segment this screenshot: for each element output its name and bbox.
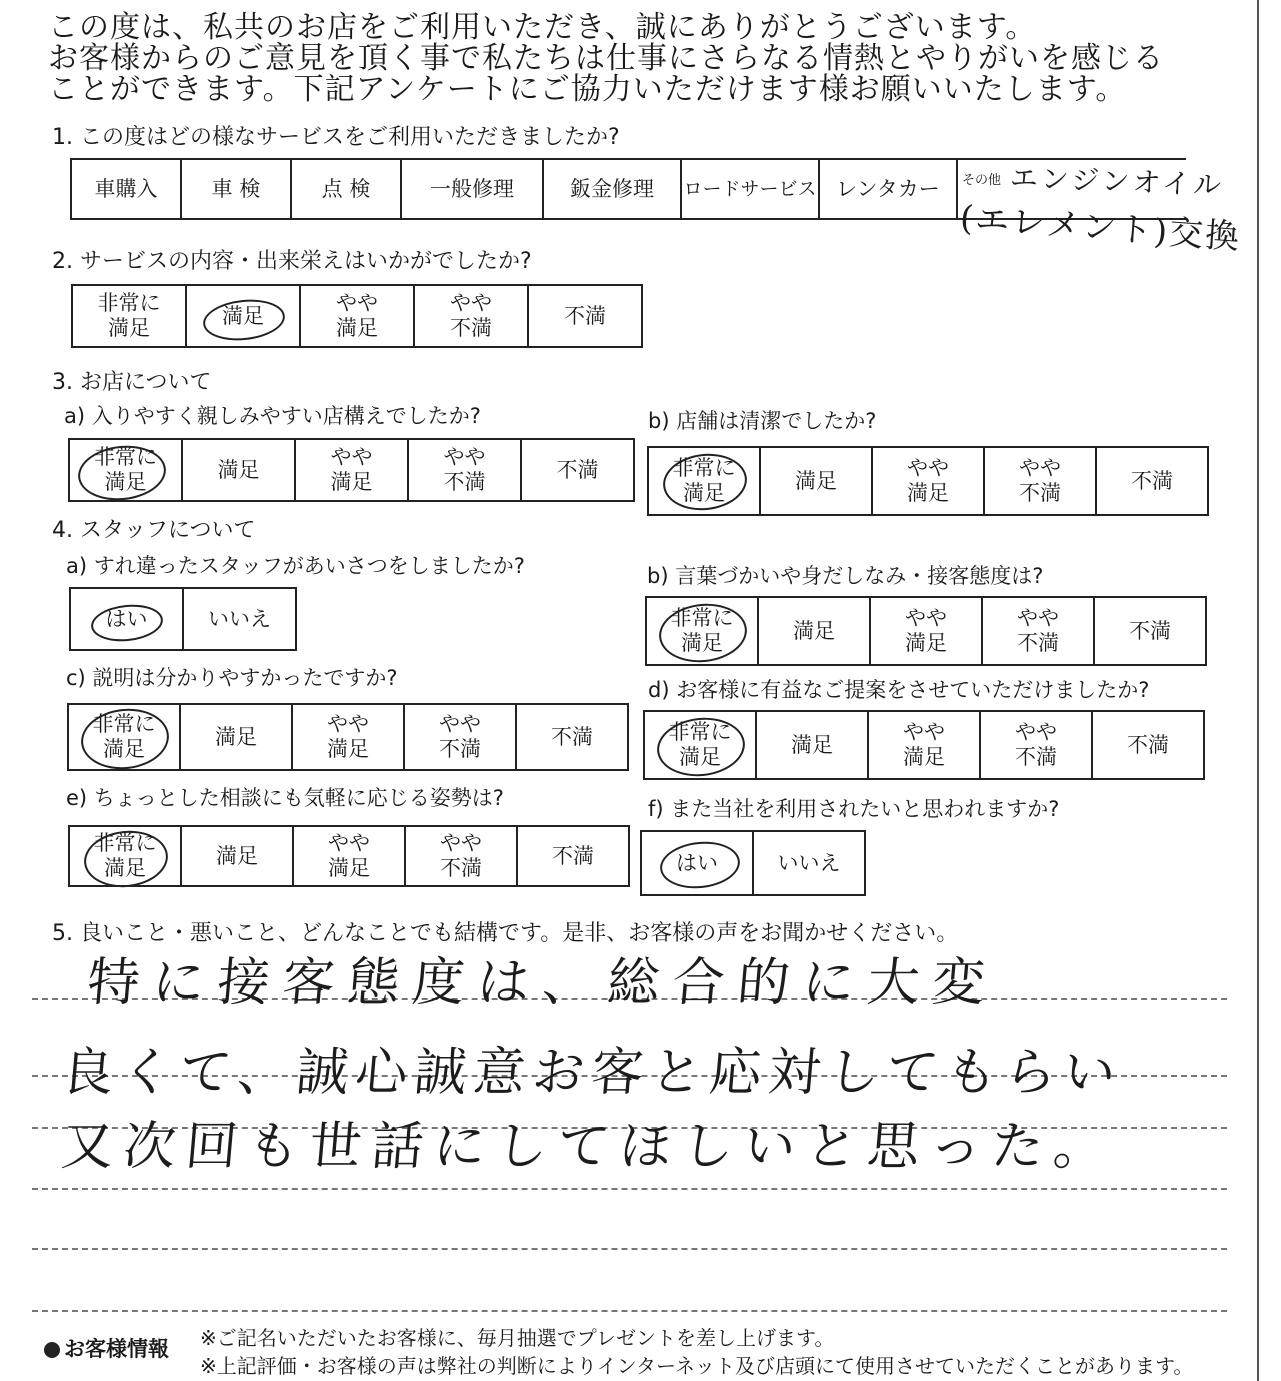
- q2-title: 2. サービスの内容・出来栄えはいかがでしたか?: [52, 249, 532, 274]
- q4b-option-dissatisfied[interactable]: 不満: [1094, 597, 1206, 665]
- q4a-options: [69, 587, 297, 651]
- q1-option-general-repair[interactable]: 一般修理: [401, 159, 543, 219]
- q3b-option-somewhat-dissatisfied[interactable]: やや 不満: [984, 447, 1096, 515]
- answer-line-5: [32, 1248, 1227, 1250]
- scan-edge-line: [1257, 0, 1259, 1381]
- q4c-label: c) 説明は分かりやすかったですか?: [66, 666, 398, 690]
- q4b-option-satisfied[interactable]: 満足: [758, 597, 870, 665]
- q1-other-label: その他: [962, 173, 1002, 188]
- q1-option-body-repair[interactable]: 鈑金修理: [543, 159, 681, 219]
- q3a-option-somewhat-dissatisfied[interactable]: やや 不満: [408, 439, 521, 501]
- q4d-option-somewhat-dissatisfied[interactable]: やや 不満: [980, 711, 1092, 779]
- q2-option-somewhat-dissatisfied[interactable]: やや 不満: [414, 285, 528, 347]
- q4d-label: d) お客様に有益なご提案をさせていただけましたか?: [648, 678, 1150, 702]
- q4b-options: [645, 596, 1207, 666]
- intro-line-1: この度は、私共のお店をご利用いただき、誠にありがとうございます。: [48, 10, 1037, 45]
- q4c-options: [67, 703, 629, 771]
- q4e-option-very-satisfied[interactable]: 非常に 満足: [69, 826, 181, 886]
- intro-line-2: お客様からのご意見を頂く事で私たちは仕事にさらなる情熱とやりがいを感じる: [48, 41, 1164, 76]
- q4a-label: a) すれ違ったスタッフがあいさつをしましたか?: [66, 554, 525, 578]
- q3-title: 3. お店について: [52, 370, 212, 395]
- q3b-option-dissatisfied[interactable]: 不満: [1096, 447, 1208, 515]
- q3b-label: b) 店舗は清潔でしたか?: [648, 409, 877, 433]
- q4e-option-dissatisfied[interactable]: 不満: [517, 826, 629, 886]
- q1-option-rental-car[interactable]: レンタカー: [819, 159, 957, 219]
- q4c-option-somewhat-satisfied[interactable]: やや 満足: [292, 704, 404, 770]
- q2-option-dissatisfied[interactable]: 不満: [528, 285, 642, 347]
- q4b-option-very-satisfied[interactable]: 非常に 満足: [646, 597, 758, 665]
- q4a-option-no[interactable]: いいえ: [183, 588, 296, 650]
- bullet-dot-icon: [44, 1342, 60, 1358]
- answer-line-4: [32, 1188, 1227, 1190]
- q4d-option-dissatisfied[interactable]: 不満: [1092, 711, 1204, 779]
- footer-note-1: ※ご記名いただいたお客様に、毎月抽選でプレゼントを差し上げます。: [200, 1326, 835, 1350]
- q1-title: 1. この度はどの様なサービスをご利用いただきましたか?: [52, 125, 620, 150]
- q4-title: 4. スタッフについて: [52, 518, 256, 543]
- q3b-option-somewhat-satisfied[interactable]: やや 満足: [872, 447, 984, 515]
- q4d-option-satisfied[interactable]: 満足: [756, 711, 868, 779]
- intro-text: [48, 12, 1248, 105]
- q4e-option-somewhat-satisfied[interactable]: やや 満足: [293, 826, 405, 886]
- q4e-label: e) ちょっとした相談にも気軽に応じる姿勢は?: [66, 786, 504, 810]
- q4f-option-yes[interactable]: はい: [641, 831, 753, 895]
- customer-comment-line-3: 又次回も世話にしてほしいと思った。: [58, 1117, 1119, 1177]
- intro-line-3: ことができます。下記アンケートにご協力いただけます様お願いいたします。: [48, 72, 1127, 107]
- q3a-options: [68, 438, 635, 502]
- q3a-option-very-satisfied[interactable]: 非常に 満足: [69, 439, 182, 501]
- q3a-option-satisfied[interactable]: 満足: [182, 439, 295, 501]
- customer-comment-line-1: 特に接客態度は、総合的に大変: [84, 953, 1001, 1013]
- footer-note-2: ※上記評価・お客様の声は弊社の判断によりインターネット及び店頭にて使用させていただくことがあります。: [200, 1354, 1194, 1378]
- q4c-option-dissatisfied[interactable]: 不満: [516, 704, 628, 770]
- q4d-option-very-satisfied[interactable]: 非常に 満足: [644, 711, 756, 779]
- q2-options: [71, 284, 643, 348]
- q2-option-satisfied[interactable]: 満足: [186, 285, 300, 347]
- answer-line-6: [32, 1310, 1227, 1312]
- q4b-option-somewhat-dissatisfied[interactable]: やや 不満: [982, 597, 1094, 665]
- q1-option-road-service[interactable]: ロードサービス: [681, 159, 819, 219]
- q3b-options: [647, 446, 1209, 516]
- q4b-label: b) 言葉づかいや身だしなみ・接客態度は?: [647, 564, 1044, 588]
- q4f-options: [640, 830, 866, 896]
- q4e-options: [68, 825, 630, 887]
- q4f-label: f) また当社を利用されたいと思われますか?: [648, 797, 1060, 821]
- q4b-option-somewhat-satisfied[interactable]: やや 満足: [870, 597, 982, 665]
- q3a-label: a) 入りやすく親しみやすい店構えでしたか?: [64, 404, 481, 428]
- q1-option-car-purchase[interactable]: 車購入: [71, 159, 181, 219]
- q3a-option-dissatisfied[interactable]: 不満: [521, 439, 634, 501]
- q1-option-inspection[interactable]: 車 検: [181, 159, 291, 219]
- q4d-option-somewhat-satisfied[interactable]: やや 満足: [868, 711, 980, 779]
- q3b-option-satisfied[interactable]: 満足: [760, 447, 872, 515]
- q5-title: 5. 良いこと・悪いこと、どんなことでも結構です。是非、お客様の声をお聞かせください。: [52, 921, 959, 946]
- q1-other-answer-line-2: (エレメント)交換: [958, 198, 1243, 258]
- customer-info-label: お客様情報: [44, 1333, 169, 1363]
- q4d-options: [643, 710, 1205, 780]
- q4c-option-very-satisfied[interactable]: 非常に 満足: [68, 704, 180, 770]
- q4c-option-somewhat-dissatisfied[interactable]: やや 不満: [404, 704, 516, 770]
- q3b-option-very-satisfied[interactable]: 非常に 満足: [648, 447, 760, 515]
- q1-option-check[interactable]: 点 検: [291, 159, 401, 219]
- q4a-option-yes[interactable]: はい: [70, 588, 183, 650]
- q4c-option-satisfied[interactable]: 満足: [180, 704, 292, 770]
- q1-other-answer-line-1: エンジンオイル: [1009, 161, 1225, 202]
- q4e-option-somewhat-dissatisfied[interactable]: やや 不満: [405, 826, 517, 886]
- q4e-option-satisfied[interactable]: 満足: [181, 826, 293, 886]
- customer-comment-line-2: 良くて、誠心誠意お客と応対してもらい: [58, 1043, 1126, 1103]
- q2-option-somewhat-satisfied[interactable]: やや 満足: [300, 285, 414, 347]
- q2-option-very-satisfied[interactable]: 非常に 満足: [72, 285, 186, 347]
- q3a-option-somewhat-satisfied[interactable]: やや 満足: [295, 439, 408, 501]
- q4f-option-no[interactable]: いいえ: [753, 831, 865, 895]
